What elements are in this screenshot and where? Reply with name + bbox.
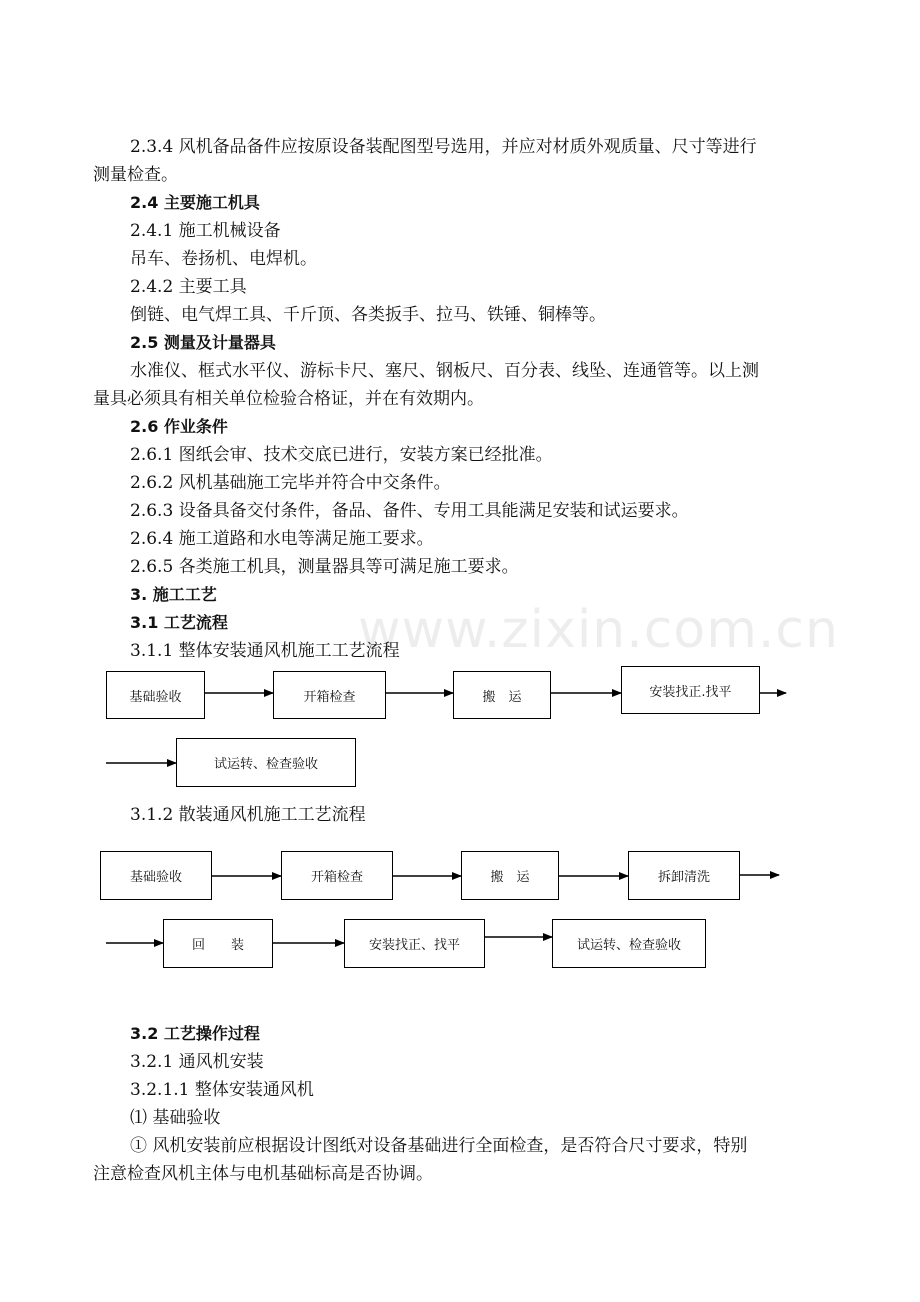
paragraph-2-3-4-cont: 测量检查。	[93, 165, 178, 185]
heading-3-1: 3.1 工艺流程	[130, 613, 228, 632]
paragraph-2-3-4: 2.3.4 风机备品备件应按原设备装配图型号选用，并应对材质外观质量、尺寸等进行	[130, 137, 757, 157]
heading-3-1-2: 3.1.2 散装通风机施工工艺流程	[130, 805, 366, 825]
flow1-step-transport: 搬 运	[453, 671, 551, 719]
paragraph-2-5: 水准仪、框式水平仪、游标卡尺、塞尺、钢板尺、百分表、线坠、连通管等。以上测	[130, 361, 759, 381]
heading-2-4-2: 2.4.2 主要工具	[130, 277, 247, 297]
paragraph-circled-1-cont: 注意检查风机主体与电机基础标高是否协调。	[93, 1164, 433, 1184]
flow2-step-transport: 搬 运	[461, 851, 559, 900]
paragraph-2-5-cont: 量具必须具有相关单位检验合格证，并在有效期内。	[93, 389, 484, 409]
flow2-step-trial-run-acceptance: 试运转、检查验收	[552, 919, 706, 968]
flow2-step-unpacking-inspection: 开箱检查	[281, 851, 393, 900]
flow2-step-reassembly: 回 装	[163, 919, 273, 968]
flow1-step-foundation-acceptance: 基础验收	[106, 671, 205, 719]
paragraph-circled-1: ① 风机安装前应根据设计图纸对设备基础进行全面检查，是否符合尺寸要求，特别	[130, 1136, 748, 1156]
text-2-4-1: 吊车、卷扬机、电焊机。	[130, 249, 317, 269]
flow1-step-unpacking-inspection: 开箱检查	[273, 671, 386, 719]
flow2-step-disassembly-cleaning: 拆卸清洗	[628, 851, 740, 900]
flow2-step-alignment-leveling: 安装找正、找平	[344, 919, 485, 968]
heading-2-4-1: 2.4.1 施工机械设备	[130, 221, 281, 241]
heading-3-1-1: 3.1.1 整体安装通风机施工工艺流程	[130, 641, 400, 661]
item-2-6-1: 2.6.1 图纸会审、技术交底已进行，安装方案已经批准。	[130, 445, 553, 465]
item-2-6-2: 2.6.2 风机基础施工完毕并符合中交条件。	[130, 473, 451, 493]
flow1-step-alignment-leveling: 安装找正.找平	[621, 666, 760, 714]
heading-3-2: 3.2 工艺操作过程	[130, 1024, 260, 1043]
item-2-6-3: 2.6.3 设备具备交付条件，备品、备件、专用工具能满足安装和试运要求。	[130, 501, 689, 521]
watermark: www.zixin.com.cn	[358, 600, 839, 660]
item-foundation-acceptance: ⑴ 基础验收	[130, 1108, 221, 1128]
heading-3-2-1: 3.2.1 通风机安装	[130, 1052, 264, 1072]
text-2-4-2: 倒链、电气焊工具、千斤顶、各类扳手、拉马、铁锤、铜棒等。	[130, 305, 606, 325]
heading-2-6: 2.6 作业条件	[130, 417, 228, 436]
heading-2-5: 2.5 测量及计量器具	[130, 333, 276, 352]
item-2-6-4: 2.6.4 施工道路和水电等满足施工要求。	[130, 529, 434, 549]
heading-3-2-1-1: 3.2.1.1 整体安装通风机	[130, 1080, 314, 1100]
flow2-step-foundation-acceptance: 基础验收	[100, 851, 212, 900]
heading-3: 3. 施工工艺	[130, 585, 217, 604]
item-2-6-5: 2.6.5 各类施工机具，测量器具等可满足施工要求。	[130, 557, 519, 577]
heading-2-4: 2.4 主要施工机具	[130, 193, 260, 212]
flow1-step-trial-run-acceptance: 试运转、检查验收	[176, 738, 356, 787]
